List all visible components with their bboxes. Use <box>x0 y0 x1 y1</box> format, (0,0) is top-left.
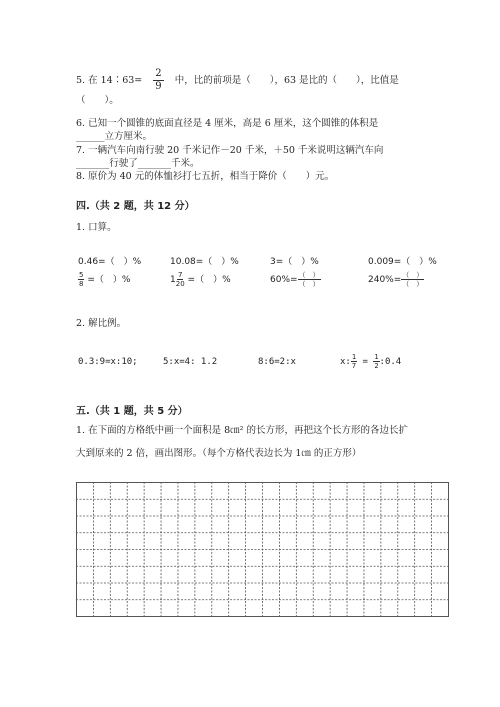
kousuan-r2c2-fraction <box>176 271 185 288</box>
kousuan-r2c4-fraction <box>401 271 424 288</box>
kousuan-r2c2 <box>170 271 231 288</box>
bili-e4-pre: x: <box>340 357 351 367</box>
denominator: 20 <box>175 280 185 288</box>
kousuan-r2c4 <box>368 271 424 288</box>
q8-line1: 8. 原价为 40 元的体恤衫打七五折，相当于降价（ ）元。 <box>76 171 335 182</box>
kousuan-r2c1 <box>78 271 130 288</box>
q5-prefix: 5. 在 14∶63= <box>76 75 143 86</box>
kousuan-r2c3 <box>270 271 321 288</box>
grid-paper-svg[interactable] <box>76 482 449 617</box>
denominator: （ ） <box>298 280 320 288</box>
kousuan-r1c1: 0.46=（ ）% <box>78 257 142 267</box>
q5-fraction-denominator: 9 <box>155 81 162 92</box>
numerator: 7 <box>177 271 183 279</box>
kousuan-r1c3: 3=（ ）% <box>270 257 319 267</box>
section5-line2: 大到原来的 2 倍，画出图形。（每个方格代表边长为 1㎝ 的正方形） <box>76 448 362 459</box>
q7-line1: 7. 一辆汽车向南行驶 20 千米记作－20 千米，＋50 千米说明这辆汽车向 <box>76 145 384 156</box>
denominator: （ ） <box>402 280 424 288</box>
numerator: 1 <box>374 353 379 361</box>
kousuan-r2c1-fraction <box>78 271 84 288</box>
bili-e1: 0.3:9=x:10; <box>78 357 138 367</box>
kousuan-r1c4: 0.009=（ ）% <box>368 257 437 267</box>
section5-title: 五.（共 1 题，共 5 分） <box>76 406 188 417</box>
denominator: 8 <box>79 280 84 288</box>
numerator: 1 <box>351 353 357 361</box>
bili-e3: 8:6=2:x <box>258 357 296 367</box>
kousuan-r2c1-rest: =（ ）% <box>87 275 131 285</box>
numerator: （ ） <box>298 271 320 279</box>
denominator: 2 <box>374 362 379 370</box>
q5-middle: 中，比的前项是（ ），63 是比的（ ），比值是 <box>174 75 399 86</box>
section4-q2-label: 2. 解比例。 <box>76 318 127 329</box>
bili-e4-equals: = <box>357 357 374 367</box>
kousuan-r2c3-pre: 60%= <box>270 275 298 285</box>
grid-paper[interactable] <box>76 482 449 617</box>
bili-e2: 5:x=4: 1.2 <box>163 357 218 367</box>
q6-line1: 6. 已知一个圆锥的底面直径是 4 厘米，高是 6 厘米，这个圆锥的体积是 <box>76 118 379 129</box>
section5-line1: 1. 在下面的方格纸中画一个面积是 8㎝² 的长方形，再把这个长方形的各边长扩 <box>76 425 408 436</box>
section4-q1-label: 1. 口算。 <box>76 222 117 233</box>
kousuan-r2c4-pre: 240%= <box>368 275 402 285</box>
q5-line1 <box>76 68 399 93</box>
bili-e4-post: :0.4 <box>379 357 402 367</box>
mixed-whole: 1 <box>170 275 176 285</box>
numerator: （ ） <box>402 271 424 279</box>
q6-line2: ______立方厘米。 <box>76 131 153 142</box>
bili-e4 <box>340 353 401 370</box>
kousuan-r1c2: 10.08=（ ）% <box>170 257 239 267</box>
kousuan-r2c3-fraction <box>298 271 321 288</box>
q5-fraction <box>153 68 163 93</box>
numerator: 5 <box>79 271 84 279</box>
q5-line2: （ ）。 <box>76 95 119 106</box>
q5-fraction-numerator: 2 <box>155 68 162 79</box>
kousuan-r2c2-rest: =（ ）% <box>187 275 231 285</box>
q7-line2: _______行驶了_______千米。 <box>76 158 200 169</box>
denominator: 7 <box>351 362 357 370</box>
section4-title: 四.（共 2 题，共 12 分） <box>76 201 195 212</box>
